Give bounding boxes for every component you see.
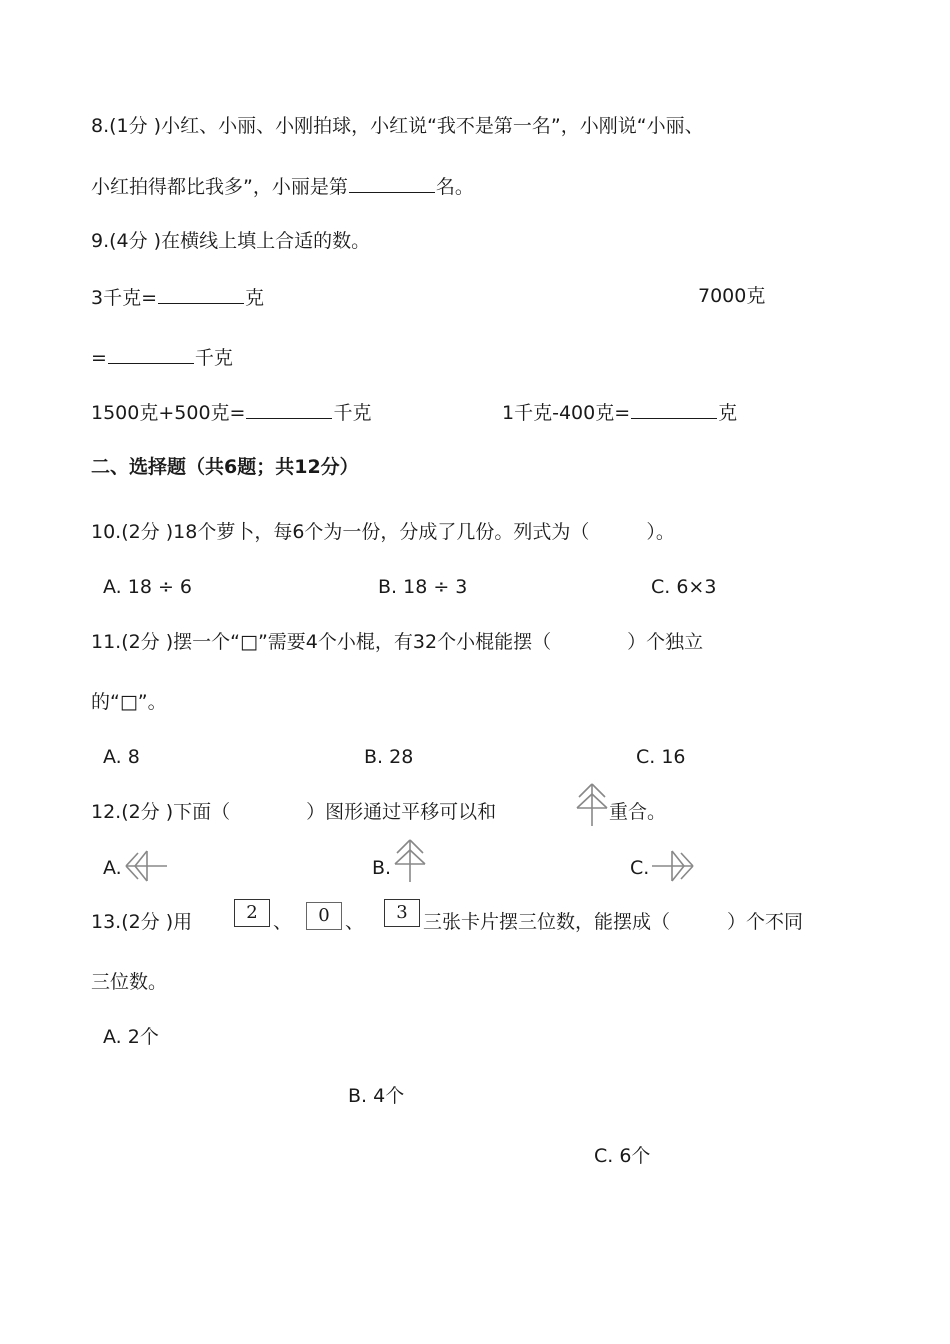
section-title: 二、选择题（共6题；共12分） [91, 456, 359, 478]
number-card-3: 3 [384, 899, 420, 927]
q13-sep2: 、 [345, 911, 365, 933]
q9-c-unit: 千克 [333, 402, 372, 424]
q11-option-c[interactable]: C. 16 [636, 746, 686, 768]
q9-a [91, 283, 264, 311]
q9-stem: 9.(4分 )在横线上填上合适的数。 [91, 230, 371, 252]
q9-b-eq: = [91, 347, 107, 369]
option-a-rotated-tree-icon[interactable] [123, 848, 169, 884]
q10-option-c[interactable]: C. 6×3 [651, 576, 717, 598]
q12-stem-b: 重合。 [609, 801, 667, 823]
q11-line2: 的“□”。 [91, 691, 167, 713]
number-card-2: 2 [234, 899, 270, 927]
q9-b-unit: 千克 [194, 347, 233, 369]
q9-b-text: 7000克 [698, 285, 766, 307]
q13-line2: 三位数。 [91, 971, 168, 993]
q12-option-a[interactable]: A. [103, 857, 122, 879]
q9-d [502, 398, 737, 426]
q13-stem-b: 三张卡片摆三位数，能摆成（ ）个不同 [423, 911, 804, 933]
q13-option-b[interactable]: B. 4个 [348, 1085, 405, 1107]
q9-a-text: 3千克= [91, 287, 158, 309]
q13-option-a[interactable]: A. 2个 [103, 1026, 159, 1048]
q9-c-text: 1500克+500克= [91, 402, 246, 424]
q9-c-blank[interactable] [246, 398, 332, 419]
tree-figure-icon [574, 782, 610, 828]
q9-a-unit: 克 [245, 287, 265, 309]
q12-stem-a: 12.(2分 )下面（ ）图形通过平移可以和 [91, 801, 497, 823]
q9-b [91, 343, 233, 371]
q11-option-b[interactable]: B. 28 [364, 746, 414, 768]
q8-text: 小红拍得都比我多”，小丽是第 [91, 176, 348, 198]
q11-option-a[interactable]: A. 8 [103, 746, 140, 768]
q10-option-b[interactable]: B. 18 ÷ 3 [378, 576, 468, 598]
number-card-0: 0 [306, 902, 342, 930]
q13-option-c[interactable]: C. 6个 [594, 1145, 651, 1167]
q12-option-b[interactable]: B. [372, 857, 392, 879]
q10-stem: 10.(2分 )18个萝卜，每6个为一份，分成了几份。列式为（ ）。 [91, 521, 675, 543]
q10-option-a[interactable]: A. 18 ÷ 6 [103, 576, 193, 598]
q9-d-text: 1千克-400克= [502, 402, 631, 424]
q13-sep1: 、 [273, 911, 293, 933]
q8-line2 [91, 172, 474, 200]
q13-stem-a: 13.(2分 )用 [91, 911, 193, 933]
q8-answer-blank[interactable] [349, 172, 435, 193]
q8-line1: 8.(1分 )小红、小丽、小刚拍球，小红说“我不是第一名”，小刚说“小丽、 [91, 115, 704, 137]
option-c-rotated-tree-icon[interactable] [650, 848, 696, 884]
q9-d-blank[interactable] [631, 398, 717, 419]
q9-c [91, 398, 371, 426]
option-b-tree-icon[interactable] [392, 838, 428, 884]
q8-suffix: 名。 [435, 176, 474, 198]
q11-line1: 11.(2分 )摆一个“□”需要4个小棍，有32个小棍能摆（ ）个独立 [91, 631, 704, 653]
q12-option-c[interactable]: C. [630, 857, 650, 879]
q9-a-blank[interactable] [158, 283, 244, 304]
q9-d-unit: 克 [718, 402, 738, 424]
q9-b-blank[interactable] [108, 343, 194, 364]
